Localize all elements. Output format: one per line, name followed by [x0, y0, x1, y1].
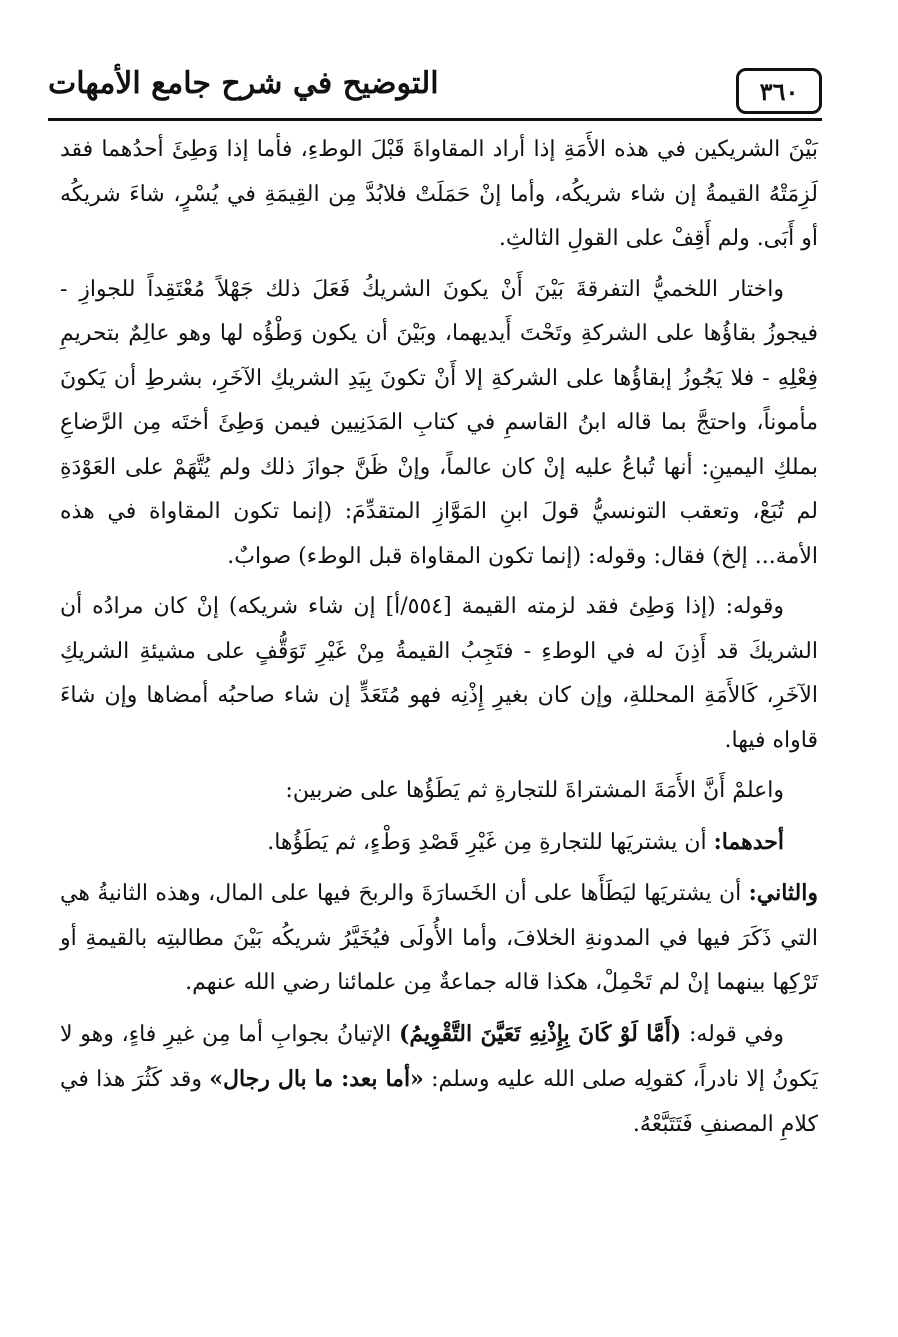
paragraph-2: واختار اللخميُّ التفرقةَ بَيْنَ أَنْ يكونَ الشريكُ فَعَلَ ذلك جَهْلاً مُعْتَقِداً للجوازِ - فيجوزُ بقاؤُها على الشركةِ وتَحْتَ أَيديهما، وبَيْنَ أن يكون وَطْؤُه لها وهو عالِمٌ بتحريمِ فِعْلِهِ - فلا يَجُوزُ إبقاؤُها على الشركةِ إلا أَنْ تكونَ بِيَدِ الشريكِ الآخَرِ، بشرطِ أن يَكونَ مأموناً، واحتجَّ بما قاله ابنُ القاسمِ في كتابِ المَدَنِيين فيمن وَطِئَ أختَه مِن الرَّضاعِ بملكِ اليمينِ: أنها تُباعُ عليه إنْ كان عالماً، وإنْ ظَنَّ جوازَ ذلك ولم يُتَّهَمْ على العَوْدَةِ لم تُبَعْ، وتعقب التونسيُّ قولَ ابنِ المَوَّازِ المتقدِّمَ: (إنما تكون المقاواة في هذه الأمة... إلخ) فقال: وقوله: (إنما تكون المقاواة قبل الوطء) صوابٌ. [60, 276, 818, 569]
page-header [48, 60, 822, 121]
paragraph-7-hadith: «أما بعد: ما بال رجال» [209, 1066, 424, 1092]
paragraph-6-text: أن يشتريَها ليَطَأَها على أن الخَسارَةَ والربحَ فيها على المال، وهذه الثانيةُ هي التي ذَكَرَ فيها في المدونةِ الخلافَ، وأما الأُولَى فيُخَيَّرُ شريكُه بَيْنَ مطالبتِه بالقيمةِ أو تَرْكِها بينهما إنْ لم تَحْمِلْ، هكذا قاله جماعةٌ مِن علمائنا رضي الله عنهم. [60, 881, 818, 995]
paragraph-7-post: وقد كَثُرَ هذا في كلامِ المصنفِ فَتَتَبَّعْهُ. [60, 1067, 818, 1137]
page-body [60, 128, 818, 1153]
paragraph-1: بَيْنَ الشريكين في هذه الأَمَةِ إذا أراد المقاواةَ قَبْلَ الوطءِ، فأما إذا وَطِئَ أحدُهما فقد لَزِمَتْهُ القيمةُ إن شاء شريكُه، وأما إنْ حَمَلَتْ فلابُدَّ مِن القِيمَةِ في يُسْرٍ، شاءَ شريكُه أو أَبَى. ولم أَقِفْ على القولِ الثالثِ. [60, 137, 818, 251]
paragraph-7-quote: (أَمَّا لَوْ كَانَ بِإِذْنِهِ تَعَيَّنَ التَّقْوِيمُ) [398, 1020, 682, 1047]
page-number: ٣٦٠ [736, 68, 822, 114]
paragraph-5 [60, 820, 818, 866]
running-title: التوضيح في شرح جامع الأمهات [48, 66, 439, 101]
paragraph-7 [60, 1012, 818, 1148]
paragraph-3: وقوله: (إذا وَطِئ فقد لزمته القيمة [٥٥٤/أ] إن شاء شريكه) إنْ كان مرادُه أن الشريكَ قد أَذِنَ له في الوطءِ - فتَجِبُ القيمةُ مِنْ غَيْرِ تَوَقُّفٍ على مشيئةِ الشريكِ الآخَرِ، كَالأَمَةِ المحللةِ، وإن كان بغيرِ إِذْنِه فهو مُتَعَدٍّ إن شاء صاحبُه أمضاها وإن شاءَ قاواه فيها. [60, 594, 818, 753]
paragraph-6-lead: والثاني: [748, 880, 818, 906]
paragraph-7-pre: وفي قوله: [681, 1021, 784, 1047]
paragraph-5-text: أن يشتريَها للتجارةِ مِن غَيْرِ قَصْدِ وَطْءٍ، ثم يَطَؤُها. [267, 829, 714, 855]
paragraph-4: واعلمْ أَنَّ الأَمَةَ المشتراةَ للتجارةِ ثم يَطَؤُها على ضربين: [285, 778, 784, 803]
paragraph-6 [60, 871, 818, 1006]
paragraph-7-mid: الإتيانُ بجوابِ أما مِن غيرِ فاءٍ، وهو لا يَكونُ إلا نادراً، كقولِه صلى الله عليه وسلم: [60, 1021, 818, 1092]
paragraph-5-lead: أحدهما: [713, 828, 784, 855]
